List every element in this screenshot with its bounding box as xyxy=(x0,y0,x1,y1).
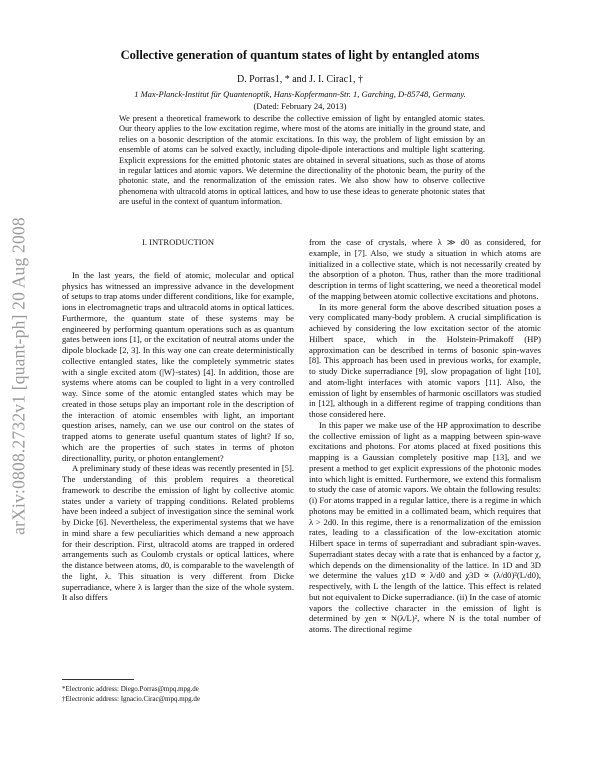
abstract: We present a theoretical framework to describe the collective emission of light by entangled atomic states. Our theory applies to the low excitation regime, where most of the atoms are initially in the ground state, and relies on a bosonic description of the atomic excitations. In this way, the problem of light emission by an ensemble of atoms can be solved exactly, including dipole-dipole interactions and multiple light scattering. Explicit expressions for the emitted photonic states are obtained in several situations, such as those of atoms in regular lattices and atomic vapors. We determine the directionality of the photonic beam, the purity of the photonic state, and the renormalization of the emission rates. We also show how to observe collective phenomena with ultracold atoms in optical lattices, and how to use these ideas to generate photonic states that are useful in the context of quantum information. xyxy=(119,114,485,207)
right-column xyxy=(309,237,541,635)
footnotes xyxy=(62,684,294,704)
body-paragraph: In its more general form the above described situation poses a very complicated many-body problem. A crucial simplification is achieved by considering the low excitation sector of the atomic Hilbert space, which in the Holstein-Primakoff (HP) approximation can be described in terms of bosonic spin-waves [8]. This approach has been used in previous works, for example, to study Dicke superradiance [9], slow propagation of light [10], and atom-light interfaces with atomic vapors [11]. Also, the emission of light by ensembles of harmonic oscillators was studied in [12], although in a different regime of trapping conditions than those considered here. xyxy=(309,301,541,419)
paper-title: Collective generation of quantum states of light by entangled atoms xyxy=(120,48,480,62)
paper-authors: D. Porras1, * and J. I. Cirac1, † xyxy=(236,74,364,85)
body-paragraph: from the case of crystals, where λ ≫ d0 as considered, for example, in [7]. Also, we study a situation in which atoms are initialized in a collective state, which is not necessarily created by the absorption of a photon. Thus, rather than the more traditional description in terms of light scattering, we need a theoretical model of the mapping between atomic collective excitations and photons. xyxy=(309,237,541,301)
body-paragraph: A preliminary study of these ideas was recently presented in [5]. The understanding of this problem requires a theoretical framework to describe the emission of light by collective atomic states under a variety of trapping conditions. Related problems have been indeed a subject of investigation since the seminal work by Dicke [6]. Nevertheless, the experimental systems that we have in mind share a few peculiarities which demand a new approach for their description. First, ultracold atoms are trapped in ordered arrangements such as Coulomb crystals or optical lattices, where the distance between atoms, d0, is comparable to the wavelength of the light, λ. This situation is very different from Dicke superradiance, where λ is larger than the size of the whole system. It also differs xyxy=(62,463,294,603)
footnote-email-porras: *Electronic address: Diego.Porras@mpq.mpg.de xyxy=(62,685,199,693)
section-heading: I. INTRODUCTION xyxy=(141,237,215,247)
body-paragraph: In the last years, the field of atomic, molecular and optical physics has witnessed an impressive advance in the development of setups to trap atoms under different conditions, like for example, ions in electromagnetic traps and ultracold atoms in optical lattices. Furthermore, the quantum state of these systems may be engineered by performing quantum operations such as as quantum gates between ions [1], or the excitation of neutral atoms under the dipole blockade [2, 3]. In this way one can create deterministically collective entangled states, like the completely symmetric states with a single excited atom (|W⟩-states) [4]. In addition, those are systems where atoms can be coupled to light in a very controlled way. Since some of the atomic entangled states which may be created in those setups play an important role in the description of the interaction of atomic ensembles with light, an important question arises, namely, can we use our control on the states of trapped atoms to generate useful quantum states of light? If so, which are the properties of such states in terms of photon directionallity, purity, or photon entanglement? xyxy=(62,269,294,463)
arxiv-sidebar-stamp xyxy=(6,0,32,776)
footnote-email-cirac: †Electronic address: Ignacio.Cirac@mpq.mpg.de xyxy=(62,695,201,703)
author-affiliation: 1 Max-Planck-Institut für Quantenoptik, Hans-Kopfermann-Str. 1, Garching, D-85748, Germany. xyxy=(134,89,466,99)
footnote-rule xyxy=(62,679,134,680)
body-paragraph: In this paper we make use of the HP approximation to describe the collective emission of light as a mapping between spin-wave excitations and photons. For atoms placed at fixed positions this mapping is a Gaussian completely positive map [13], and we present a method to get explicit expressions of the photonic modes into which light is emitted. Furthermore, we extend this formalism to study the case of atomic vapors. We obtain the following results: (i) For atoms trapped in a regular lattice, there is a regime in which photons may be emitted in a collimated beam, which requires that λ > 2d0. In this regime, there is a renormalization of the emission rates, leading to a classification of the low-excitation atomic Hilbert space in terms of superradiant and subradiant spin-waves. Superradiant states decay with a rate that is enhanced by a factor χ, which depends on the dimensionality of the lattice. In 1D and 3D we determine the values χ1D ∝ λ/d0 and χ3D ∝ (λ/d0)²(L/d0), respectively, with L the length of the lattice. This effect is related but not equivalent to Dicke superradiance. (ii) In the case of atomic vapors the collective character in the emission of light is determined by χen ∝ N(λ/L)², where N is the total number of atoms. The directional regime xyxy=(309,419,541,634)
arxiv-identifier: arXiv:0808.2732v1 [quant-ph] 20 Aug 2008 xyxy=(8,217,29,535)
left-column xyxy=(62,237,294,603)
paper-date: (Dated: February 24, 2013) xyxy=(253,101,347,111)
